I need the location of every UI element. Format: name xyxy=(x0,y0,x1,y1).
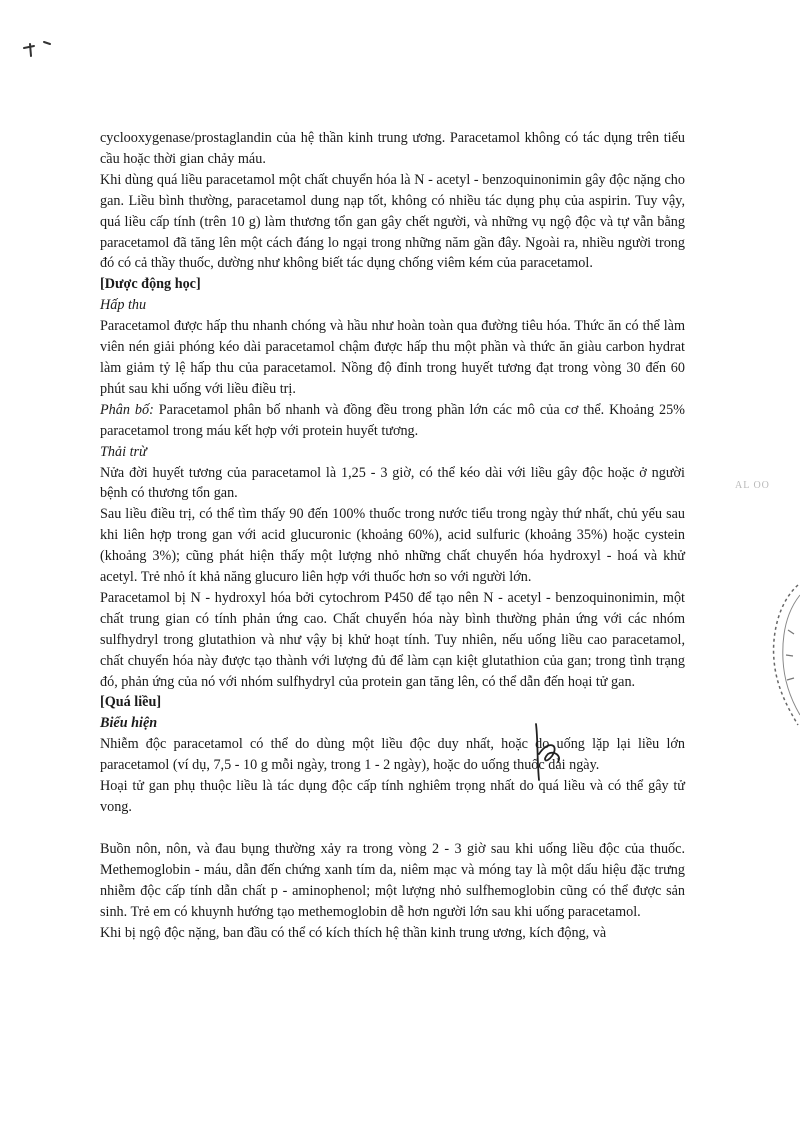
margin-scan-text: AL OO xyxy=(735,480,770,491)
paragraph-half-life: Nửa đời huyết tương của paracetamol là 1,25 - 3 giờ, có thể kéo dài với liều gây độc hoặc ở người bệnh có thương tổn gan. xyxy=(100,464,685,502)
paragraph-absorption: Paracetamol được hấp thu nhanh chóng và hầu như hoàn toàn qua đường tiêu hóa. Thức ăn có thể làm viên nén giải phóng kéo dài paracetamol chậm được hấp thu một phần và thức ăn giàu carbon hydrat làm giảm tỷ lệ hấp thu của paracetamol. Nồng độ đỉnh trong huyết tương đạt trong vòng 30 đến 60 phút sau khi uống với liều điều trị. xyxy=(100,318,685,397)
paragraph-overdose-intro: Khi dùng quá liều paracetamol một chất chuyển hóa là N - acetyl - benzoquinonimin gây độc nặng cho gan. Liều bình thường, paracetamol dung nạp tốt, không có nhiều tác dụng phụ của aspirin. Tuy vậy, quá liều cấp tính (trên 10 g) làm thương tổn gan gây chết người, và những vụ ngộ độc và tự vẫn bằng paracetamol đã tăng lên một cách đáng lo ngại trong những năm gần đây. Ngoài ra, nhiều người trong đó có cả thầy thuốc, dường như không biết tác dụng chống viêm kém của paracetamol. xyxy=(100,171,685,272)
scan-artifact-icon xyxy=(22,34,62,64)
paragraph-severe-poisoning: Khi bị ngộ độc nặng, ban đầu có thể có kích thích hệ thần kinh trung ương, kích động, và xyxy=(100,924,607,941)
paragraph-distribution xyxy=(100,400,685,442)
paragraph-poisoning-causes: Nhiễm độc paracetamol có thể do dùng một liều độc duy nhất, hoặc do uống lặp lại liều lớn paracetamol (ví dụ, 7,5 - 10 g mỗi ngày, trong 1 - 2 ngày), hoặc do uống thuốc dài ngày. xyxy=(100,736,685,774)
subheading-manifestations: Biểu hiện xyxy=(100,715,158,732)
subheading-absorption: Hấp thu xyxy=(100,297,147,314)
stamp-edge-icon xyxy=(768,580,800,730)
paragraph-mechanism-end: cyclooxygenase/prostaglandin của hệ thần kinh trung ương. Paracetamol không có tác dụng trên tiểu cầu hoặc thời gian chảy máu. xyxy=(100,130,685,167)
paragraph-spacer xyxy=(100,818,685,839)
paragraph-hepatic-necrosis: Hoại tử gan phụ thuộc liều là tác dụng độc cấp tính nghiêm trọng nhất do quá liều và có thể gây tử vong. xyxy=(100,778,685,815)
subheading-elimination: Thải trừ xyxy=(100,443,147,460)
label-distribution: Phân bố: xyxy=(100,401,154,418)
document-body xyxy=(100,128,685,943)
section-heading-pharmacokinetics: [Dược động học] xyxy=(100,276,201,293)
paragraph-symptoms: Buồn nôn, nôn, và đau bụng thường xảy ra trong vòng 2 - 3 giờ sau khi uống liều độc của thuốc. Methemoglobin - máu, dẫn đến chứng xanh tím da, niêm mạc và móng tay là một dấu hiệu đặc trưng nhiễm độc cấp tính dẫn chất p - aminophenol; một lượng nhỏ sulfhemoglobin cũng có thể được sản sinh. Trẻ em có khuynh hướng tạo methemoglobin dễ hơn người lớn sau khi uống paracetamol. xyxy=(100,840,685,920)
text-distribution: Paracetamol phân bố nhanh và đồng đều trong phần lớn các mô của cơ thể. Khoảng 25% paracetamol trong máu kết hợp với protein huyết tương. xyxy=(100,401,685,439)
paragraph-urinary-excretion: Sau liều điều trị, có thể tìm thấy 90 đến 100% thuốc trong nước tiểu trong ngày thứ nhất, chủ yếu sau khi liên hợp trong gan với acid glucuronic (khoảng 60%), acid sulfuric (khoảng 35%) hoặc cystein (khoảng 3%); cũng phát hiện thấy một lượng nhỏ những chất chuyển hóa hydroxyl - hoá và khử acetyl. Trẻ nhỏ ít khả năng glucuro liên hợp với thuốc hơn so với người lớn. xyxy=(100,506,685,586)
paragraph-metabolism: Paracetamol bị N - hydroxyl hóa bởi cytochrom P450 để tạo nên N - acetyl - benzoquinonimin, một chất trung gian có tính phản ứng cao. Chất chuyển hóa này bình thường phản ứng với các nhóm sulfhydryl trong glutathion và như vậy bị khử hoạt tính. Tuy nhiên, nếu uống liều cao paracetamol, chất chuyển hóa này được tạo thành với lượng đủ để làm cạn kiệt glutathion của gan; trong tình trạng đó, phản ứng của nó với nhóm sulfhydryl của protein gan tăng lên, có thể dẫn đến hoại tử gan. xyxy=(100,589,685,690)
section-heading-overdose: [Quá liều] xyxy=(100,694,162,711)
